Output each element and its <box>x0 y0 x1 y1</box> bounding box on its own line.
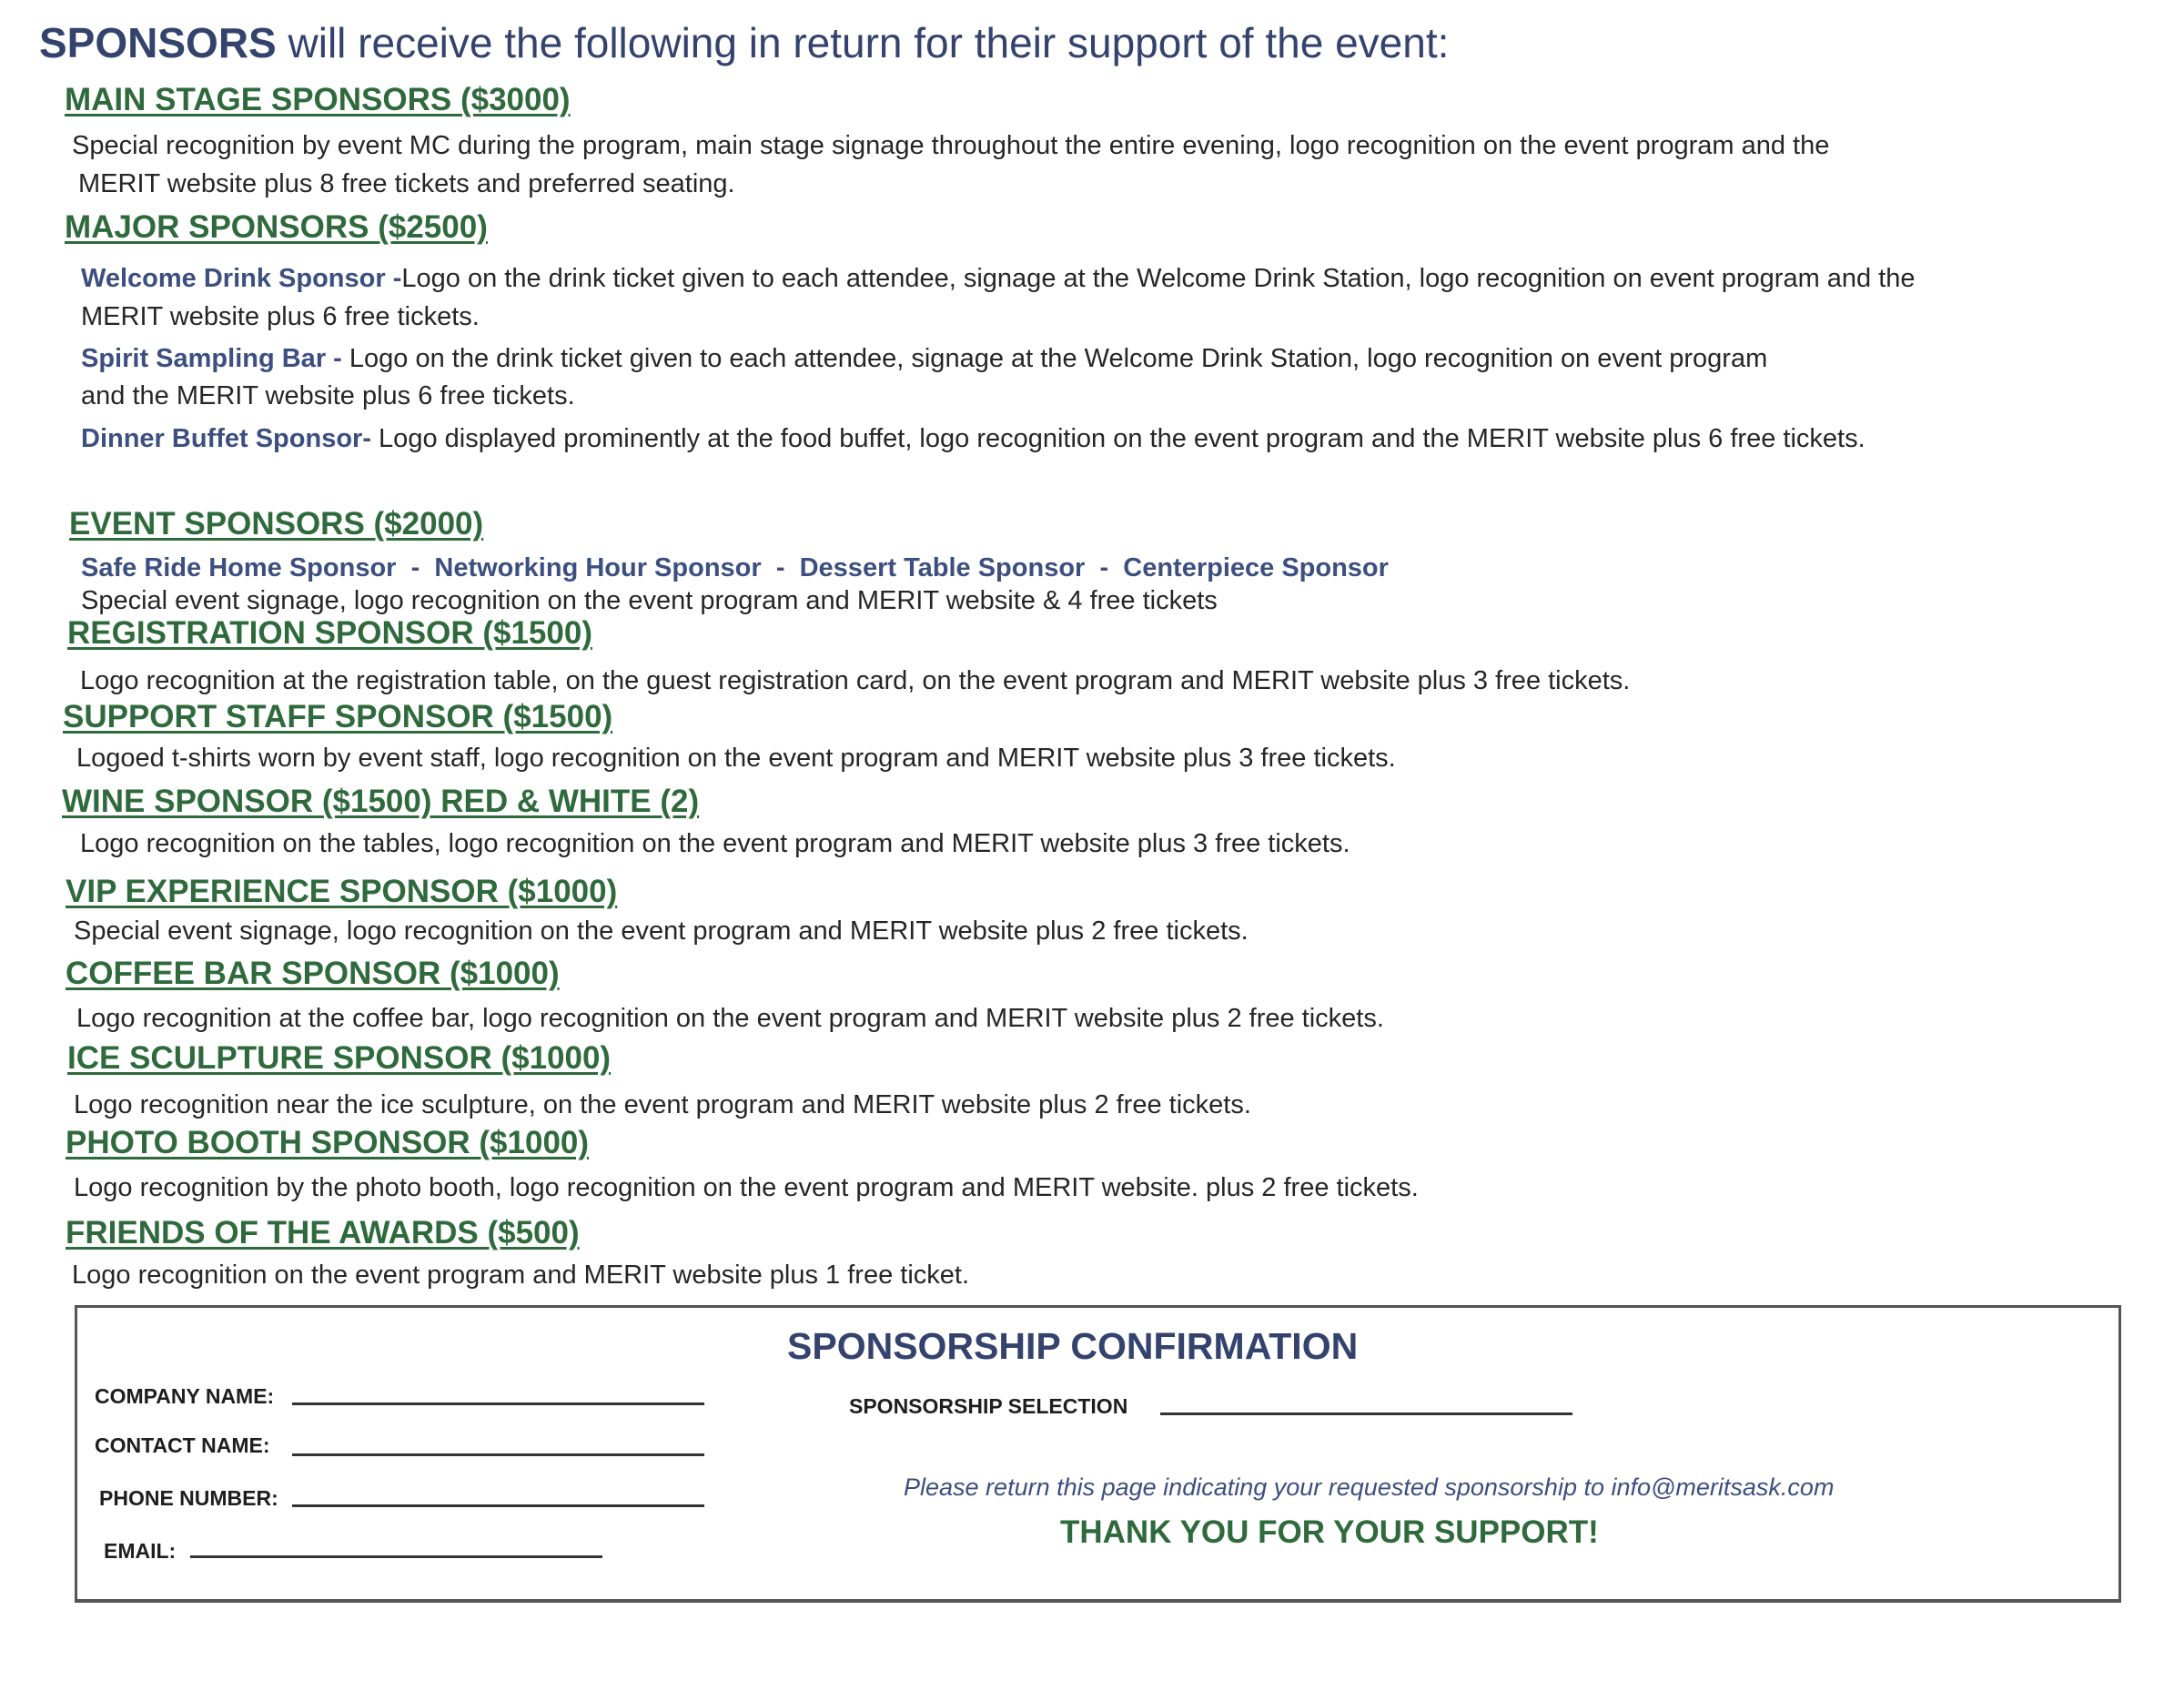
tier-heading-ice: ICE SCULPTURE SPONSOR ($1000) <box>67 1040 612 1076</box>
tier-text-registration: Logo recognition at the registration table, on the guest registration card, on the event program and MERIT website plus 3 free tickets. <box>80 666 1631 695</box>
tier-text-vip: Special event signage, logo recognition on the event program and MERIT website plus 2 free tickets. <box>74 916 1249 946</box>
major-item-name: Spirit Sampling Bar - <box>81 344 342 373</box>
tier-text-support-staff: Logoed t-shirts worn by event staff, logo recognition on the event program and MERIT website plus 3 free tickets. <box>76 744 1396 773</box>
major-item-text: Logo on the drink ticket given to each attendee, signage at the Welcome Drink Station, logo recognition on event program and the <box>401 264 1916 293</box>
option-separator: - <box>1099 553 1109 582</box>
major-item-text: Logo displayed prominently at the food buffet, logo recognition on the event program and the MERIT website plus 6 free tickets. <box>371 424 1866 453</box>
tier-heading-friends: FRIENDS OF THE AWARDS ($500) <box>66 1215 580 1251</box>
major-item-name: Dinner Buffet Sponsor- <box>81 424 371 453</box>
thank-you-message: THANK YOU FOR YOUR SUPPORT! <box>1060 1514 1599 1550</box>
event-options <box>81 555 1389 582</box>
tier-heading-vip: VIP EXPERIENCE SPONSOR ($1000) <box>66 874 618 909</box>
phone-number-field[interactable] <box>292 1504 704 1507</box>
major-item-dinner-buffet <box>81 426 1866 452</box>
contact-name-field[interactable] <box>292 1453 704 1456</box>
event-option: Safe Ride Home Sponsor <box>81 553 397 582</box>
page-title-lead: SPONSORS <box>39 19 277 66</box>
sponsorship-selection-field[interactable] <box>1160 1413 1572 1415</box>
tier-heading-event: EVENT SPONSORS ($2000) <box>69 506 484 542</box>
contact-name-label: CONTACT NAME: <box>95 1433 270 1457</box>
tier-text-friends: Logo recognition on the event program and MERIT website plus 1 free ticket. <box>72 1261 970 1290</box>
tier-text-wine: Logo recognition on the tables, logo recognition on the event program and MERIT website plus 3 free tickets. <box>80 829 1350 858</box>
tier-text-main-stage-2: MERIT website plus 8 free tickets and preferred seating. <box>78 169 735 198</box>
email-label: EMAIL: <box>104 1539 177 1563</box>
sponsorship-confirmation-form <box>75 1305 2121 1603</box>
tier-text-event: Special event signage, logo recognition on the event program and MERIT website & 4 free tickets <box>81 586 1218 615</box>
major-item-text: Logo on the drink ticket given to each attendee, signage at the Welcome Drink Station, logo recognition on event program <box>341 344 1768 373</box>
major-item-welcome-drink <box>81 266 1916 292</box>
option-separator: - <box>410 553 420 582</box>
tier-heading-support-staff: SUPPORT STAFF SPONSOR ($1500) <box>63 699 613 734</box>
company-name-field[interactable] <box>292 1402 704 1405</box>
sponsorship-selection-label: SPONSORSHIP SELECTION <box>849 1394 1128 1418</box>
tier-text-coffee: Logo recognition at the coffee bar, logo recognition on the event program and MERIT website plus 2 free tickets. <box>76 1004 1384 1033</box>
event-option: Networking Hour Sponsor <box>434 553 762 582</box>
email-field[interactable] <box>190 1555 602 1558</box>
return-instructions <box>904 1475 1834 1500</box>
tier-heading-major: MAJOR SPONSORS ($2500) <box>65 209 488 245</box>
page-title <box>39 19 1450 66</box>
event-option: Centerpiece Sponsor <box>1123 553 1389 582</box>
major-item-spirit-sampling-cont: and the MERIT website plus 6 free tickets. <box>81 381 575 410</box>
return-instructions-text: Please return this page indicating your requested sponsorship to info@meritsask.com <box>904 1473 1835 1501</box>
major-item-spirit-sampling <box>81 346 1767 372</box>
page-title-rest: will receive the following in return for their support of the event: <box>276 19 1450 66</box>
tier-heading-photo: PHOTO BOOTH SPONSOR ($1000) <box>66 1125 590 1160</box>
tier-text-main-stage-1: Special recognition by event MC during the program, main stage signage throughout the entire evening, logo recognition on the event program and the <box>72 131 1830 160</box>
tier-heading-registration: REGISTRATION SPONSOR ($1500) <box>67 615 592 651</box>
company-name-label: COMPANY NAME: <box>95 1384 275 1408</box>
option-separator: - <box>775 553 785 582</box>
tier-text-ice: Logo recognition near the ice sculpture, on the event program and MERIT website plus 2 free tickets. <box>74 1090 1251 1119</box>
confirmation-title: SPONSORSHIP CONFIRMATION <box>787 1325 1359 1367</box>
major-item-welcome-drink-cont: MERIT website plus 6 free tickets. <box>81 302 480 331</box>
tier-text-photo: Logo recognition by the photo booth, logo recognition on the event program and MERIT website. plus 2 free tickets. <box>74 1173 1419 1202</box>
event-option: Dessert Table Sponsor <box>799 553 1086 582</box>
tier-heading-coffee: COFFEE BAR SPONSOR ($1000) <box>66 956 560 991</box>
tier-heading-main-stage: MAIN STAGE SPONSORS ($3000) <box>65 82 571 117</box>
tier-heading-wine: WINE SPONSOR ($1500) RED & WHITE (2) <box>62 784 700 819</box>
major-item-name: Welcome Drink Sponsor - <box>81 264 402 293</box>
phone-number-label: PHONE NUMBER: <box>99 1486 278 1510</box>
